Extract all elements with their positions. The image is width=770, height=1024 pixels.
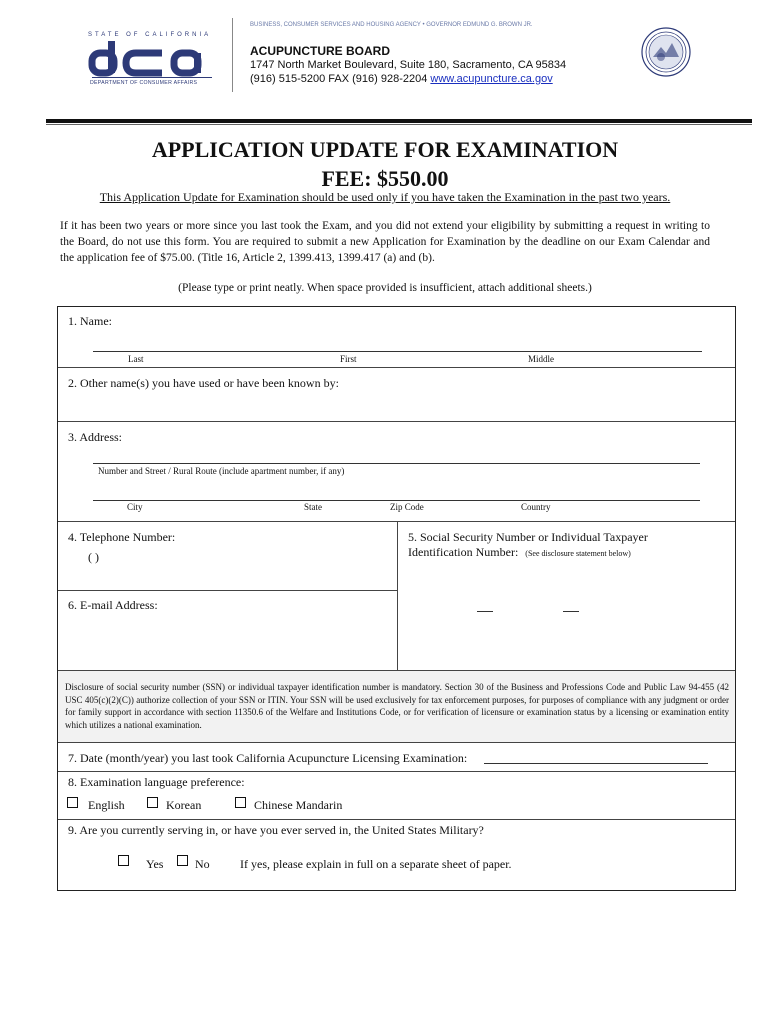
- military-label: 9. Are you currently serving in, or have you ever served in, the United States Military?: [68, 823, 484, 837]
- korean-checkbox[interactable]: [147, 797, 158, 808]
- military-no-label: No: [195, 857, 210, 871]
- ssn-note: (See disclosure statement below): [525, 549, 631, 558]
- row-divider: [58, 670, 735, 671]
- name-last-caption: Last: [128, 354, 144, 364]
- ssn-label-line2: [408, 545, 631, 560]
- country-caption: Country: [521, 502, 551, 512]
- form-title: APPLICATION UPDATE FOR EXAMINATION: [151, 137, 619, 162]
- name-first-caption: First: [340, 354, 357, 364]
- header-divider: [232, 18, 233, 92]
- logo-state-text: STATE OF CALIFORNIA: [88, 32, 212, 38]
- email-label: 6. E-mail Address:: [68, 598, 158, 612]
- other-names-input[interactable]: [60, 394, 730, 418]
- english-option-label: English: [88, 798, 125, 812]
- name-middle-caption: Middle: [528, 354, 554, 364]
- logo-dept-text: DEPARTMENT OF CONSUMER AFFAIRS: [90, 80, 198, 86]
- ssn-disclosure: Disclosure of social security number (SSN) or individual taxpayer identification number is mandatory. Section 30 of the Business and Professions Code and Public Law 94-455 (42 USC 405(c)(2)(C)) authorize collection of your SSN or ITIN. Your SSN will be used exclusively for tax enforcement purposes, for purposes of compliance with any judgment or order for family support in accordance with section 11350.6 of the Welfare and Institutions Code, or for verification of licensure or examination status by a licensing or examination entity which utilizes a national examination.: [65, 682, 729, 730]
- chinese-mandarin-checkbox[interactable]: [235, 797, 246, 808]
- header-rule: [46, 119, 752, 123]
- board-contact: [250, 73, 553, 85]
- board-address: 1747 North Market Boulevard, Suite 180, Sacramento, CA 95834: [250, 59, 567, 71]
- header-rule-thin: [46, 124, 752, 125]
- military-yes-label: Yes: [146, 857, 164, 871]
- row-divider: [58, 367, 735, 368]
- name-input[interactable]: [93, 351, 702, 352]
- row-divider: [58, 421, 735, 422]
- board-website-link[interactable]: www.acupuncture.ca.gov: [430, 73, 553, 85]
- form-fee: FEE: $550.00: [321, 166, 449, 191]
- agency-line: BUSINESS, CONSUMER SERVICES AND HOUSING AGENCY • GOVERNOR EDMUND G. BROWN JR.: [250, 22, 533, 28]
- dca-logo-mark: [84, 39, 230, 79]
- row-divider: [58, 590, 397, 591]
- street-input[interactable]: [93, 463, 700, 464]
- telephone-label: 4. Telephone Number:: [68, 530, 176, 544]
- english-checkbox[interactable]: [67, 797, 78, 808]
- zip-caption: Zip Code: [390, 502, 424, 512]
- state-caption: State: [304, 502, 322, 512]
- city-caption: City: [127, 502, 143, 512]
- name-label: 1. Name:: [68, 314, 112, 328]
- email-input[interactable]: [60, 615, 395, 667]
- board-name: ACUPUNCTURE BOARD: [250, 44, 390, 58]
- state-seal-icon: [641, 27, 691, 77]
- row-divider: [58, 819, 735, 820]
- address-label: 3. Address:: [68, 430, 122, 444]
- row-divider: [58, 742, 735, 743]
- military-no-checkbox[interactable]: [177, 855, 188, 866]
- telephone-input[interactable]: ( ): [88, 550, 99, 564]
- dca-logo: [84, 26, 230, 92]
- column-divider: [397, 521, 398, 670]
- military-yes-checkbox[interactable]: [118, 855, 129, 866]
- street-caption: Number and Street / Rural Route (include apartment number, if any): [98, 466, 345, 476]
- ssn-label: 5. Social Security Number or Individual Taxpayer: [408, 530, 648, 544]
- language-label: 8. Examination language preference:: [68, 775, 245, 789]
- instructions-paragraph: If it has been two years or more since you last took the Exam, and you did not extend your eligibility by submitting a request in writing to the Board, do not use this form. You are required to submit a new Application for Examination by the deadline on our Exam Calendar and the application fee of $75.00. (Title 16, Article 2, 1399.413, 1399.417 (a) and (b).: [60, 220, 710, 264]
- chinese-mandarin-option-label: Chinese Mandarin: [254, 798, 343, 812]
- row-divider: [58, 771, 735, 772]
- print-note: (Please type or print neatly. When space provided is insufficient, attach additional sheets.): [178, 282, 592, 294]
- other-names-label: 2. Other name(s) you have used or have been known by:: [68, 376, 339, 390]
- ssn-input[interactable]: [410, 590, 730, 616]
- board-phone-fax: (916) 515-5200 FAX (916) 928-2204: [250, 73, 428, 85]
- exam-date-input[interactable]: [484, 763, 708, 764]
- exam-date-label: 7. Date (month/year) you last took California Acupuncture Licensing Examination:: [68, 751, 468, 765]
- form-notice: This Application Update for Examination should be used only if you have taken the Examination in the past two years.: [99, 190, 671, 204]
- korean-option-label: Korean: [166, 798, 202, 812]
- military-note: If yes, please explain in full on a separate sheet of paper.: [240, 857, 512, 871]
- city-state-zip-input[interactable]: [93, 500, 700, 501]
- ssn-label-text: Identification Number:: [408, 545, 519, 559]
